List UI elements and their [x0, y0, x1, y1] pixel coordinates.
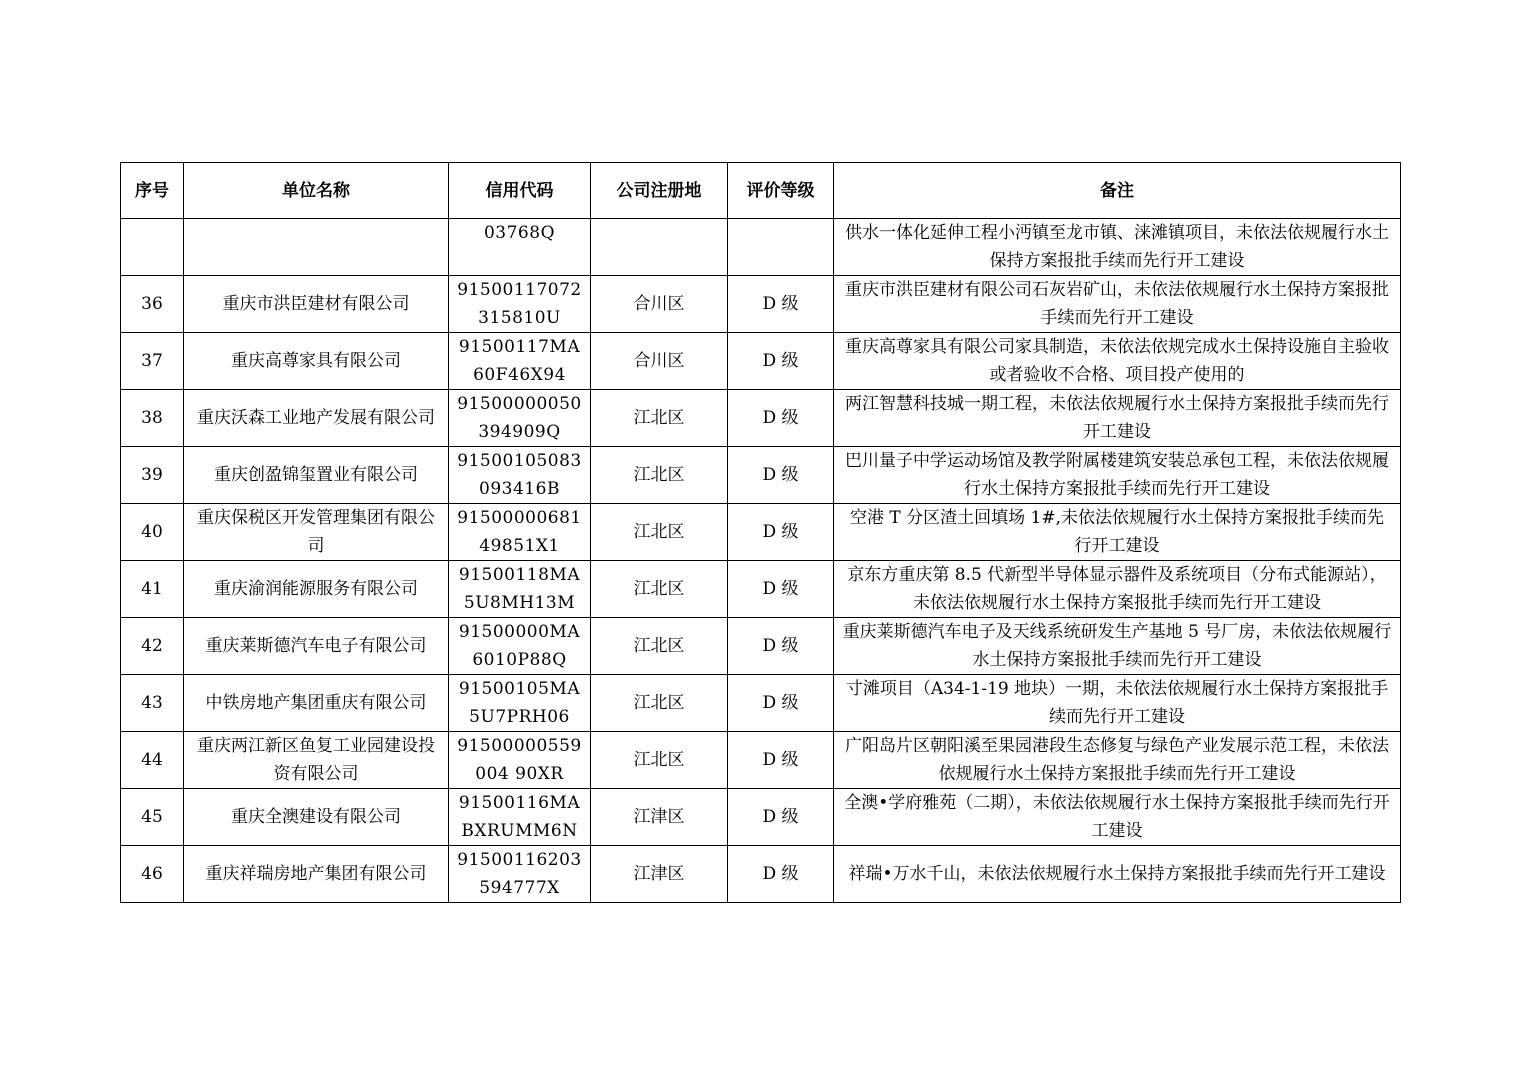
cell-name: 重庆全澳建设有限公司 — [184, 789, 449, 846]
header-no: 序号 — [121, 163, 184, 219]
cell-grade: D 级 — [728, 789, 834, 846]
cell-grade: D 级 — [728, 504, 834, 561]
cell-grade: D 级 — [728, 333, 834, 390]
cell-code: 91500105MA5U7PRH06 — [449, 675, 591, 732]
cell-remark: 重庆高尊家具有限公司家具制造，未依法依规完成水土保持设施自主验收或者验收不合格、项目投产使用的 — [834, 333, 1401, 390]
table-row-continuation — [121, 219, 1401, 276]
header-grade: 评价等级 — [728, 163, 834, 219]
cell-no: 44 — [121, 732, 184, 789]
cell-name: 重庆莱斯德汽车电子有限公司 — [184, 618, 449, 675]
cell-no: 39 — [121, 447, 184, 504]
cell-name: 重庆保税区开发管理集团有限公司 — [184, 504, 449, 561]
cell-region: 江北区 — [591, 504, 728, 561]
cell-region: 江北区 — [591, 675, 728, 732]
cell-region: 江北区 — [591, 561, 728, 618]
table-row — [121, 504, 1401, 561]
table-row — [121, 276, 1401, 333]
cell-name: 重庆两江新区鱼复工业园建设投资有限公司 — [184, 732, 449, 789]
cell-region: 江北区 — [591, 447, 728, 504]
cell-name — [184, 219, 449, 276]
header-row — [121, 163, 1401, 219]
cell-remark: 供水一体化延伸工程小沔镇至龙市镇、涞滩镇项目，未依法依规履行水土保持方案报批手续而先行开工建设 — [834, 219, 1401, 276]
evaluation-table — [120, 162, 1401, 903]
cell-region: 合川区 — [591, 333, 728, 390]
cell-code: 91500117072315810U — [449, 276, 591, 333]
cell-no: 41 — [121, 561, 184, 618]
cell-no: 36 — [121, 276, 184, 333]
cell-region: 江北区 — [591, 390, 728, 447]
table-row — [121, 675, 1401, 732]
table-row — [121, 447, 1401, 504]
cell-code: 03768Q — [449, 219, 591, 276]
cell-remark: 巴川量子中学运动场馆及教学附属楼建筑安装总承包工程，未依法依规履行水土保持方案报批手续而先行开工建设 — [834, 447, 1401, 504]
cell-grade: D 级 — [728, 675, 834, 732]
cell-code: 91500000050394909Q — [449, 390, 591, 447]
cell-no: 43 — [121, 675, 184, 732]
cell-name: 重庆渝润能源服务有限公司 — [184, 561, 449, 618]
cell-no: 38 — [121, 390, 184, 447]
cell-name: 重庆市洪臣建材有限公司 — [184, 276, 449, 333]
cell-code: 91500118MA5U8MH13M — [449, 561, 591, 618]
cell-no: 45 — [121, 789, 184, 846]
cell-remark: 两江智慧科技城一期工程，未依法依规履行水土保持方案报批手续而先行开工建设 — [834, 390, 1401, 447]
cell-code: 9150000068149851X1 — [449, 504, 591, 561]
table-row — [121, 333, 1401, 390]
table-row — [121, 618, 1401, 675]
cell-grade: D 级 — [728, 390, 834, 447]
cell-grade: D 级 — [728, 561, 834, 618]
cell-code: 91500000MA6010P88Q — [449, 618, 591, 675]
cell-grade: D 级 — [728, 276, 834, 333]
table-row — [121, 732, 1401, 789]
cell-no: 40 — [121, 504, 184, 561]
cell-region: 合川区 — [591, 276, 728, 333]
cell-name: 重庆祥瑞房地产集团有限公司 — [184, 846, 449, 903]
cell-region: 江北区 — [591, 618, 728, 675]
cell-grade — [728, 219, 834, 276]
table-row — [121, 846, 1401, 903]
cell-grade: D 级 — [728, 447, 834, 504]
cell-grade: D 级 — [728, 732, 834, 789]
cell-code: 91500105083093416B — [449, 447, 591, 504]
cell-grade: D 级 — [728, 618, 834, 675]
cell-code: 91500117MA60F46X94 — [449, 333, 591, 390]
cell-code: 91500116MABXRUMM6N — [449, 789, 591, 846]
cell-remark: 京东方重庆第 8.5 代新型半导体显示器件及系统项目（分布式能源站），未依法依规履行水土保持方案报批手续而先行开工建设 — [834, 561, 1401, 618]
cell-name: 重庆沃森工业地产发展有限公司 — [184, 390, 449, 447]
cell-name: 中铁房地产集团重庆有限公司 — [184, 675, 449, 732]
table-row — [121, 789, 1401, 846]
cell-grade: D 级 — [728, 846, 834, 903]
cell-code: 91500116203594777X — [449, 846, 591, 903]
table-row — [121, 390, 1401, 447]
cell-no: 42 — [121, 618, 184, 675]
cell-region: 江津区 — [591, 789, 728, 846]
cell-remark: 空港 T 分区渣土回填场 1#,未依法依规履行水土保持方案报批手续而先行开工建设 — [834, 504, 1401, 561]
cell-remark: 全澳•学府雅苑（二期），未依法依规履行水土保持方案报批手续而先行开工建设 — [834, 789, 1401, 846]
cell-no: 46 — [121, 846, 184, 903]
cell-name: 重庆高尊家具有限公司 — [184, 333, 449, 390]
header-code: 信用代码 — [449, 163, 591, 219]
header-remark: 备注 — [834, 163, 1401, 219]
cell-remark: 重庆莱斯德汽车电子及天线系统研发生产基地 5 号厂房，未依法依规履行水土保持方案报批手续而先行开工建设 — [834, 618, 1401, 675]
header-region: 公司注册地 — [591, 163, 728, 219]
cell-remark: 重庆市洪臣建材有限公司石灰岩矿山，未依法依规履行水土保持方案报批手续而先行开工建设 — [834, 276, 1401, 333]
cell-no — [121, 219, 184, 276]
cell-region — [591, 219, 728, 276]
cell-region: 江津区 — [591, 846, 728, 903]
cell-no: 37 — [121, 333, 184, 390]
cell-region: 江北区 — [591, 732, 728, 789]
cell-code: 91500000559004 90XR — [449, 732, 591, 789]
cell-remark: 寸滩项目（A34-1-19 地块）一期，未依法依规履行水土保持方案报批手续而先行开工建设 — [834, 675, 1401, 732]
cell-remark: 祥瑞•万水千山，未依法依规履行水土保持方案报批手续而先行开工建设 — [834, 846, 1401, 903]
cell-remark: 广阳岛片区朝阳溪至果园港段生态修复与绿色产业发展示范工程，未依法依规履行水土保持方案报批手续而先行开工建设 — [834, 732, 1401, 789]
cell-name: 重庆创盈锦玺置业有限公司 — [184, 447, 449, 504]
table-row — [121, 561, 1401, 618]
header-name: 单位名称 — [184, 163, 449, 219]
